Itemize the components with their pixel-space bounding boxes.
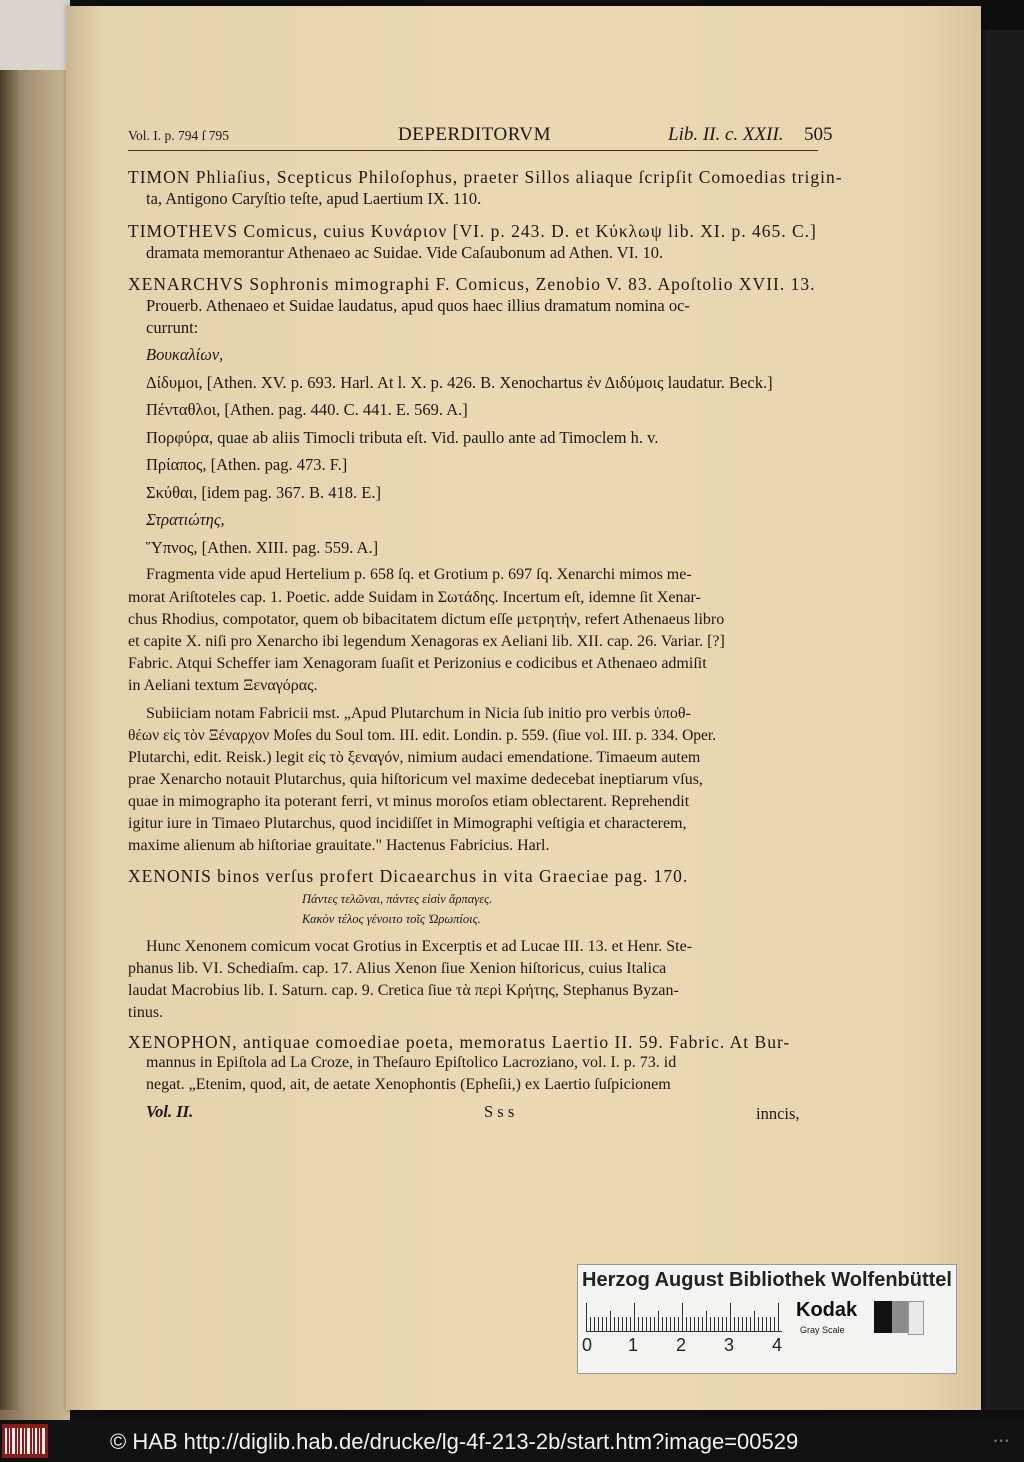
ruler-tick	[630, 1317, 631, 1331]
ruler-tick	[666, 1317, 667, 1331]
entry-xenarchus-line-1: XENARCHVS Sophronis mimographi F. Comicus, Zenobio V. 83. Apoſtolio XVII. 13.	[128, 274, 816, 294]
ruler-number: 4	[772, 1335, 783, 1355]
fabricius-note: Subiiciam notam Fabricii mst. „Apud Plutarchum in Nicia ſub initio pro verbis ὑποθ-	[146, 705, 691, 722]
play-title: Ὕπνος, [Athen. XIII. pag. 559. A.]	[146, 538, 379, 557]
fragmenta-para: Fragmenta vide apud Hertelium p. 658 ſq. et Grotium p. 697 ſq. Xenarchi mimos me-	[146, 566, 692, 583]
ruler-tick	[730, 1303, 731, 1331]
ruler-tick	[702, 1317, 703, 1331]
archive-color-card	[577, 1264, 957, 1374]
ruler-tick	[774, 1317, 775, 1331]
ruler-tick	[698, 1317, 699, 1331]
running-head-right: Lib. II. c. XXII.	[668, 124, 784, 145]
verse-line-2: Κακὸν τέλος γένοιτο τοῖς Ὠρωπίοις.	[302, 912, 481, 926]
kodak-logo: Kodak	[796, 1299, 858, 1321]
fabricius-note: θέων εἰς τὸν Ξέναρχον Moſes du Soul tom. III. edit. Londin. p. 559. (ſiue vol. III. p. 334. Oper.	[128, 727, 717, 744]
ruler-number: 2	[676, 1335, 687, 1355]
entry-xenarchus-line-2: Prouerb. Athenaeo et Suidae laudatus, apud quos haec illius dramatum nomina oc-	[146, 296, 690, 315]
ruler-tick	[754, 1311, 755, 1331]
ruler-tick	[642, 1317, 643, 1331]
ruler-tick	[690, 1317, 691, 1331]
fragmenta-para: Fabric. Atqui Scheffer iam Xenagoram ſuaſit et Perizonius e codicibus et Athenaeo admiſit	[128, 655, 707, 672]
entry-timon-line-2: ta, Antigono Caryſtio teſte, apud Laertium IX. 110.	[146, 189, 482, 208]
entry-xenophon: negat. „Etenim, quod, ait, de aetate Xenophontis (Epheſii,) ex Laertio ſuſpicionem	[146, 1076, 671, 1093]
ruler-tick	[622, 1317, 623, 1331]
fabricius-note: Plutarchi, edit. Reisk.) legit εἰς τὸ ξεναγόν, nimium audaci emendatione. Timaeum autem	[128, 749, 701, 766]
play-title: Πένταθλοι, [Athen. pag. 440. C. 441. E. 569. A.]	[146, 400, 468, 419]
scan-margin-right	[981, 30, 1024, 1410]
ruler-tick	[610, 1311, 611, 1331]
ruler-tick	[742, 1317, 743, 1331]
fragmenta-para: in Aeliani textum Ξεναγόρας.	[128, 677, 318, 694]
entry-timotheus-line-2: dramata memorantur Athenaeo ac Suidae. Vide Caſaubonum ad Athen. VI. 10.	[146, 243, 664, 262]
ruler-tick	[714, 1317, 715, 1331]
fabricius-note: igitur iure in Timaeo Plutarchus, quod incidiſſet in Mimographi veſtigia et characterem,	[128, 815, 687, 832]
fragmenta-para: morat Ariſtoteles cap. 1. Poetic. adde Suidam in Σωτάδης. Incertum eſt, idemne ſit Xenar-	[128, 589, 701, 606]
ruler-tick	[674, 1317, 675, 1331]
play-title: Σκύθαι, [idem pag. 367. B. 418. E.]	[146, 483, 381, 502]
xenon-para: laudat Macrobius lib. I. Saturn. cap. 9. Cretica ſiue τὰ περὶ Κρήτης, Stephanus Byzan-	[128, 982, 679, 999]
ruler-tick	[706, 1311, 707, 1331]
gray-swatch-mid	[892, 1301, 908, 1333]
ruler-tick	[710, 1317, 711, 1331]
ruler-tick	[770, 1317, 771, 1331]
fabricius-note: prae Xenarcho notauit Plutarchus, quia hiſtoricum vel maxime dedecebat ineptiarum vſus,	[128, 771, 703, 788]
ruler-tick	[650, 1317, 651, 1331]
running-head-left: Vol. I. p. 794 ſ 795	[128, 128, 230, 143]
entry-xenophon: XENOPHON, antiquae comoediae poeta, memoratus Laertio II. 59. Fabric. At Bur-	[128, 1032, 791, 1052]
entry-timon-line-1: TIMON Phliaſius, Scepticus Philoſophus, praeter Sillos aliaque ſcripſit Comoedias trigin-	[128, 167, 843, 187]
scale-ruler	[586, 1303, 782, 1332]
ruler-tick	[590, 1317, 591, 1331]
ruler-tick	[646, 1317, 647, 1331]
xenon-para: Hunc Xenonem comicum vocat Grotius in Excerptis et ad Lucae III. 13. et Henr. Ste-	[146, 938, 693, 955]
ruler-number: 0	[582, 1335, 593, 1355]
book-spine-shadow	[0, 70, 18, 1410]
copyright-link[interactable]: © HAB http://diglib.hab.de/drucke/lg-4f-213-2b/start.htm?image=00529	[110, 1429, 799, 1454]
entry-xenarchus-line-3: currunt:	[146, 318, 199, 337]
play-title: Πορφύρα, quae ab aliis Timocli tributa eſt. Vid. paullo ante ad Timoclem h. v.	[146, 428, 659, 447]
verse-line-1: Πάντες τελῶναι, πάντες εἰσὶν ἅρπαγες.	[302, 892, 493, 906]
ruler-tick	[586, 1303, 587, 1331]
ruler-tick	[762, 1317, 763, 1331]
library-name: Herzog August Bibliothek Wolfenbüttel	[582, 1269, 952, 1291]
book-page	[66, 6, 981, 1410]
ruler-tick	[594, 1317, 595, 1331]
header-rule	[128, 150, 818, 151]
ruler-tick	[658, 1311, 659, 1331]
gray-scale-label: Gray Scale	[800, 1325, 845, 1335]
signature-mark: S s s	[484, 1102, 515, 1121]
ruler-tick	[746, 1317, 747, 1331]
ruler-tick	[638, 1317, 639, 1331]
entry-xenophon: mannus in Epiſtola ad La Croze, in Theſauro Epiſtolico Lacroziano, vol. I. p. 73. id	[146, 1054, 677, 1071]
ruler-tick	[606, 1317, 607, 1331]
fragmenta-para: et capite X. niſi pro Xenarcho ibi legendum Xenagoras ex Aeliani lib. XII. cap. 26. Variar. [?]	[128, 633, 725, 650]
signature-left: Vol. II.	[146, 1102, 194, 1121]
ruler-tick	[750, 1317, 751, 1331]
fragmenta-para: chus Rhodius, compotator, quem ob bibacitatem dictum eſſe μετρητήν, refert Athenaeus libro	[128, 611, 725, 628]
ruler-tick	[602, 1317, 603, 1331]
play-title: Πρίαπος, [Athen. pag. 473. F.]	[146, 455, 348, 474]
play-title: Δίδυμοι, [Athen. XV. p. 693. Harl. At l. X. p. 426. B. Xenochartus ἐν Διδύμοις laudatur. Beck.]	[146, 373, 773, 392]
scan-background	[0, 0, 70, 70]
fabricius-note: quae in mimographo ita poterant ferri, vt minus moroſos etiam oblectarent. Reprehendit	[128, 793, 690, 810]
ruler-number: 3	[724, 1335, 735, 1355]
fabricius-note: maxime alienum ab hiſtoriae grauitate." Hactenus Fabricius. Harl.	[128, 837, 550, 854]
ruler-tick	[722, 1317, 723, 1331]
ruler-tick	[618, 1317, 619, 1331]
running-head-title: DEPERDITORVM	[398, 124, 551, 145]
ruler-tick	[686, 1317, 687, 1331]
hab-logo-icon	[2, 1424, 48, 1458]
ruler-tick	[670, 1317, 671, 1331]
ruler-tick	[634, 1303, 635, 1331]
gray-swatch-light	[908, 1301, 924, 1335]
ruler-tick	[734, 1317, 735, 1331]
ruler-tick	[778, 1303, 779, 1331]
gray-swatch-black	[874, 1301, 892, 1333]
play-title: Στρατιώτης,	[146, 510, 225, 529]
ruler-tick	[682, 1303, 683, 1331]
ruler-tick	[758, 1317, 759, 1331]
ruler-tick	[626, 1317, 627, 1331]
entry-timotheus-line-1: TIMOTHEVS Comicus, cuius Κυνάριον [VI. p. 243. D. et Κύκλωψ lib. XI. p. 465. C.]	[128, 221, 817, 241]
ruler-number: 1	[628, 1335, 639, 1355]
play-title: Βουκαλίων,	[146, 345, 224, 364]
ruler-tick	[694, 1317, 695, 1331]
ruler-tick	[738, 1317, 739, 1331]
ruler-tick	[726, 1317, 727, 1331]
ruler-tick	[718, 1317, 719, 1331]
footer-dots-icon: • • •	[994, 1436, 1009, 1446]
page-number: 505	[804, 124, 833, 145]
ruler-tick	[662, 1317, 663, 1331]
entry-xenonis: XENONIS binos verſus profert Dicaearchus in vita Graeciae pag. 170.	[128, 866, 689, 886]
ruler-tick	[654, 1317, 655, 1331]
ruler-tick	[678, 1317, 679, 1331]
xenon-para: tinus.	[128, 1004, 164, 1021]
ruler-tick	[598, 1317, 599, 1331]
catchword: inncis,	[756, 1104, 800, 1123]
ruler-tick	[614, 1317, 615, 1331]
xenon-para: phanus lib. VI. Schediaſm. cap. 17. Alius Xenon ſiue Xenion hiſtoricus, cuius Italica	[128, 960, 667, 977]
ruler-tick	[766, 1317, 767, 1331]
